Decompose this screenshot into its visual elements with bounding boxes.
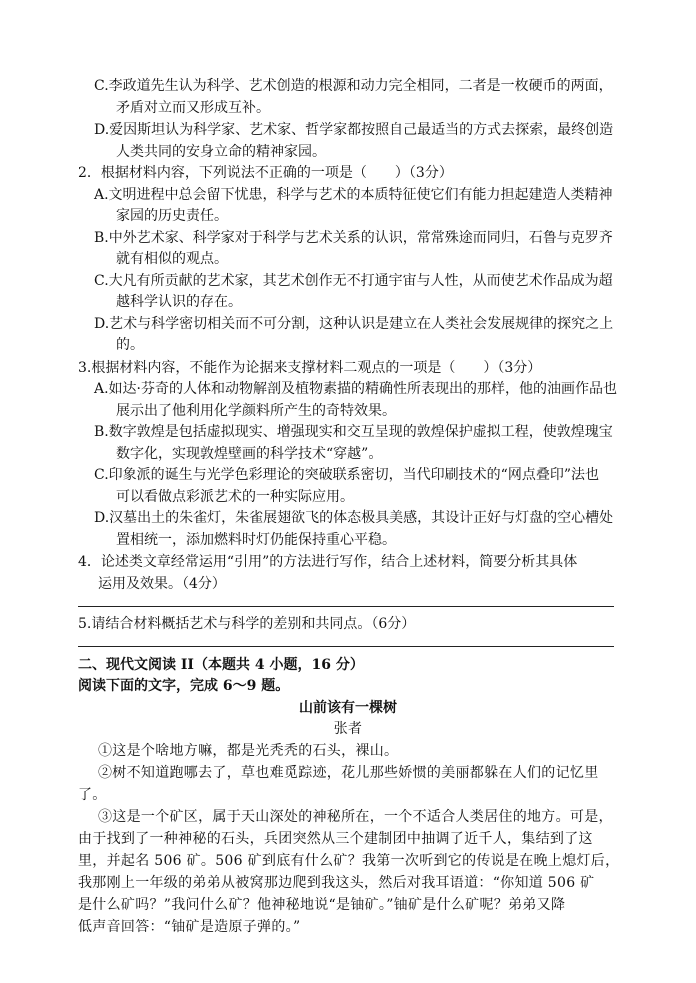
q2-option-c-line2: 越科学认识的存在。 (116, 294, 242, 310)
article-title: 山前该有一棵树 (299, 700, 397, 716)
q2-stem: 2．根据材料内容，下列说法不正确的一项是（ ）（3分） (78, 165, 453, 181)
q1-option-d-line2: 人类共同的安身立命的精神家园。 (116, 144, 326, 160)
article-author: 张者 (333, 721, 363, 737)
q3-option-d-line2: 置相统一，添加燃料时灯仍能保持重心平稳。 (116, 532, 396, 548)
q3-option-b-line1: B.数字敦煌是包括虚拟现实、增强现实和交互呈现的敦煌保护虚拟工程，使敦煌瑰宝 (94, 424, 613, 440)
q3-option-a-line1: A.如达·芬奇的人体和动物解剖及植物素描的精确性所表现出的那样，他的油画作品也 (94, 381, 618, 397)
section-heading: 二、现代文阅读 II（本题共 4 小题，16 分） (78, 657, 364, 673)
paragraph-2-line1: ②树不知道跑哪去了，草也难觅踪迹，花儿那些娇惯的美丽都躲在人们的记忆里 (98, 765, 599, 781)
q1-option-d-line1: D.爱因斯坦认为科学家、艺术家、哲学家都按照自己最适当的方式去探索，最终创造 (94, 122, 614, 138)
section-instruction: 阅读下面的文字，完成 6～9 题。 (78, 678, 290, 694)
q2-option-d-line2: 的。 (116, 337, 144, 353)
q1-option-c-line1: C.李政道先生认为科学、艺术创造的根源和动力完全相同，二者是一枚硬币的两面， (94, 78, 613, 94)
paragraph-2-line2: 了。 (78, 787, 107, 803)
q3-option-c-line1: C.印象派的诞生与光学色彩理论的突破联系密切，当代印刷技术的“网点叠印”法也 (94, 467, 599, 483)
q5-line1: 5.请结合材料概括艺术与科学的差别和共同点。（6分） (78, 616, 416, 632)
paragraph-3-line5: 是什么矿吗？”我问什么矿？他神秘地说“是铀矿。”铀矿是什么矿呢？弟弟又降 (78, 897, 566, 913)
paragraph-3-line4: 我那刚上一年级的弟弟从被窝那边爬到我这头，然后对我耳语道：“你知道 506 矿 (78, 875, 595, 891)
q3-option-d-line1: D.汉墓出土的朱雀灯，朱雀展翅欲飞的体态极具美感，其设计正好与灯盘的空心槽处 (94, 510, 614, 526)
q2-option-b-line2: 就有相似的观点。 (116, 251, 228, 267)
q2-option-a-line1: A.文明进程中总会留下忧患，科学与艺术的本质特征使它们有能力担起建造人类精神 (94, 187, 613, 203)
q4-line1: 4．论述类文章经常运用“引用”的方法进行写作，结合上述材料，简要分析其具体 (78, 554, 578, 570)
q3-option-b-line2: 数字化，实现敦煌壁画的科学技术“穿越”。 (116, 446, 383, 462)
paragraph-3-line2: 由于找到了一种神秘的石头，兵团突然从三个建制团中抽调了近千人，集结到了这 (78, 831, 593, 847)
paragraph-3-line1: ③这是一个矿区，属于天山深处的神秘所在，一个不适合人类居住的地方。可是， (98, 809, 613, 825)
q2-option-d-line1: D.艺术与科学密切相关而不可分割，这种认识是建立在人类社会发展规律的探究之上 (94, 316, 614, 332)
q4-line2: 运用及效果。（4分） (98, 576, 226, 592)
q2-option-c-line1: C.大凡有所贡献的艺术家，其艺术创作无不打通宇宙与人性，从而使艺术作品成为超 (94, 273, 613, 289)
answer-line (78, 606, 614, 607)
q3-stem: 3.根据材料内容，不能作为论据来支撑材料二观点的一项是（ ）（3分） (78, 360, 542, 376)
q2-option-a-line2: 家园的历史责任。 (116, 208, 228, 224)
q1-option-c-line2: 矛盾对立而又形成互补。 (116, 100, 270, 116)
answer-line (78, 646, 614, 647)
paragraph-3-line3: 里，并起名 506 矿。506 矿到底有什么矿？我第一次听到它的传说是在晚上熄灯后， (78, 853, 620, 869)
paragraph-1: ①这是个啥地方嘛，都是光秃秃的石头，裸山。 (98, 743, 399, 759)
q3-option-c-line2: 可以看做点彩派艺术的一种实际应用。 (116, 489, 354, 505)
q2-option-b-line1: B.中外艺术家、科学家对于科学与艺术关系的认识，常常殊途而同归，石鲁与克罗齐 (94, 230, 613, 246)
q3-option-a-line2: 展示出了他利用化学颜料所产生的奇特效果。 (116, 403, 396, 419)
paragraph-3-line6: 低声音回答：“铀矿是造原子弹的。” (78, 919, 301, 935)
